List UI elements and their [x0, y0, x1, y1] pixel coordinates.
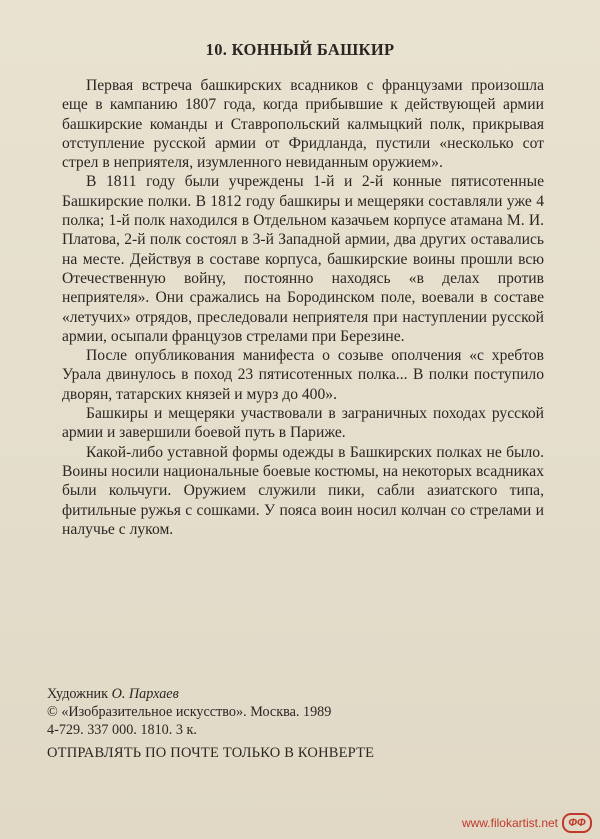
credits-block: [47, 686, 547, 739]
publisher-line: © «Изобразительное искусство». Москва. 1989: [47, 703, 332, 720]
paragraph-5: Какой-либо уставной формы одежды в Башкирских полках не было. Воины носили национальные боевые костюмы, на некоторых всадниках были кольчуги. Оружием служили пики, сабли азиатского типа, фитильные ружья с сошками. У пояса воин носил колчан со стрелами и налучье с луком.: [62, 443, 544, 538]
watermark-logo-icon: ФФ: [562, 813, 592, 833]
paragraph-2: В 1811 году были учреждены 1-й и 2-й конные пятисотенные Башкирские полки. В 1812 году башкиры и мещеряки составляли уже 4 полка; 1-й полк находился в Отдельном казачьем корпусе атамана М. И. Платова, 2-й полк состоял в 3-й Западной армии, два других оставались на месте. Действуя в составе корпуса, башкирские воины прошли всю Отечественную войну, постоянно находясь «в делах против неприятеля». Они сражались на Бородинском поле, воевали в составе «летучих» отрядов, преследовали неприятеля при наступлении русской армии, осыпали французов стрелами при Березине.: [62, 173, 544, 345]
paragraph-1: Первая встреча башкирских всадников с французами произошла еще в кампанию 1807 года, когда прибывшие к действующей армии башкирские команды и Ставропольский калмыцкий полк, прикрывая отступление русской армии от Фридланда, пустили «несколько сот стрел в неприятеля, изумленного невиданным оружием».: [62, 77, 544, 172]
artist-line: [47, 686, 547, 704]
watermark: [462, 813, 592, 833]
artist-name: О. Пархаев: [111, 686, 179, 702]
watermark-url: www.filokartist.net: [461, 816, 558, 830]
article-body: [62, 76, 544, 539]
print-info-line: 4-729. 337 000. 1810. 3 к.: [47, 721, 197, 738]
paragraph-3: После опубликования манифеста о созыве ополчения «с хребтов Урала двинулось в поход 23 пятисотенных полка... В полки поступило дворян, татарских князей и мурз до 400».: [62, 347, 544, 403]
mailing-notice: ОТПРАВЛЯТЬ ПО ПОЧТЕ ТОЛЬКО В КОНВЕРТЕ: [47, 745, 375, 761]
page-title: 10. КОННЫЙ БАШКИР: [205, 40, 395, 59]
paragraph-4: Башкиры и мещеряки участвовали в заграничных походах русской армии и завершили боевой путь в Париже.: [62, 405, 544, 442]
artist-label: Художник: [47, 686, 109, 702]
